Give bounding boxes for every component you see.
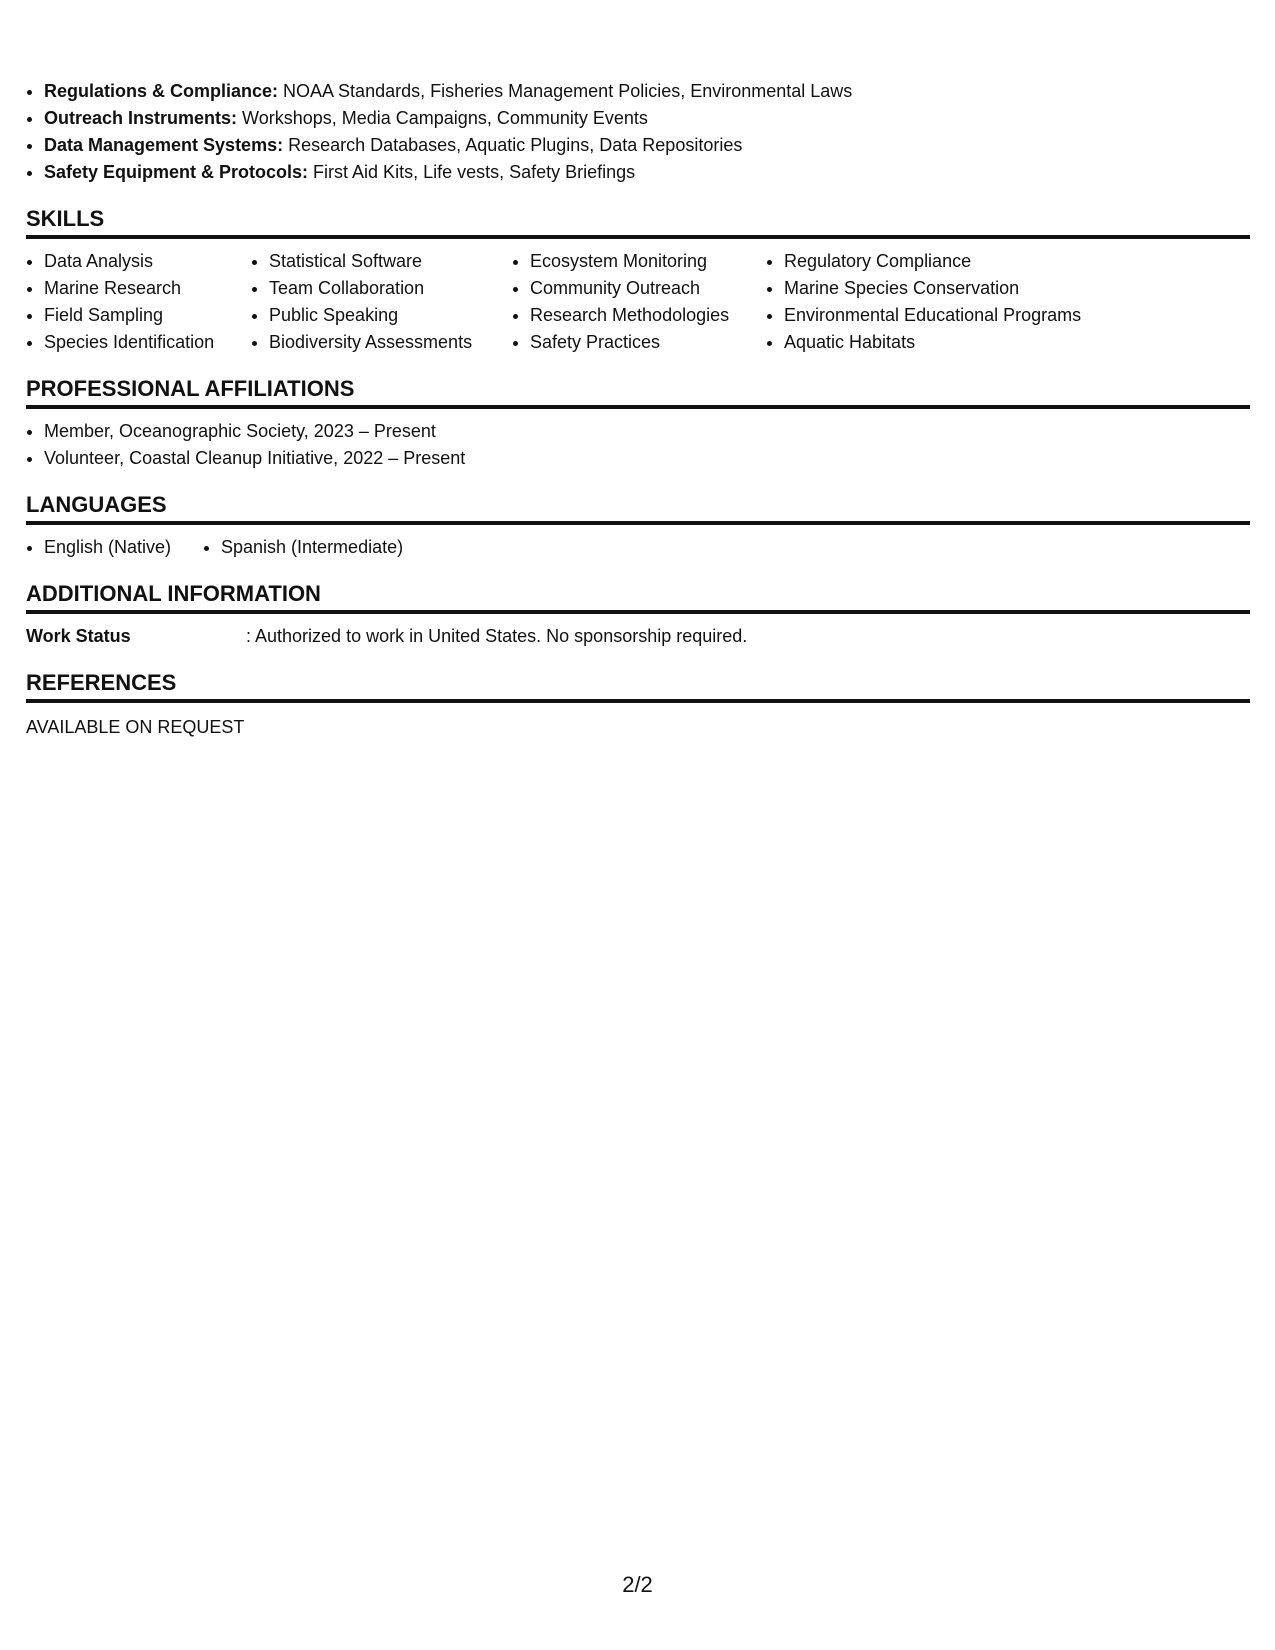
language-item: • Spanish (Intermediate) bbox=[221, 534, 403, 561]
resume-page bbox=[26, 78, 1250, 741]
skill-item: • Biodiversity Assessments bbox=[269, 329, 512, 356]
section-title-skills: SKILLS bbox=[26, 206, 1250, 239]
skill-item: • Community Outreach bbox=[530, 275, 766, 302]
tool-label: Safety Equipment & Protocols: bbox=[44, 162, 309, 182]
list-item bbox=[44, 78, 1250, 105]
tool-text: NOAA Standards, Fisheries Management Policies, Environmental Laws bbox=[278, 81, 853, 101]
work-status-label: Work Status bbox=[26, 626, 131, 646]
list-item bbox=[44, 132, 1250, 159]
affiliations-section bbox=[26, 376, 1250, 472]
additional-info-section bbox=[26, 581, 1250, 650]
list-item bbox=[44, 159, 1250, 186]
affiliation-item: • Volunteer, Coastal Cleanup Initiative, 2022 – Present bbox=[44, 445, 1250, 472]
work-status-row bbox=[26, 623, 1250, 650]
skill-item: • Marine Research bbox=[44, 275, 251, 302]
tool-label: Outreach Instruments: bbox=[44, 108, 238, 128]
skill-item: • Aquatic Habitats bbox=[784, 329, 1124, 356]
references-section bbox=[26, 670, 1250, 741]
section-title-references: REFERENCES bbox=[26, 670, 1250, 703]
skill-item: • Team Collaboration bbox=[269, 275, 512, 302]
skills-column bbox=[26, 248, 251, 356]
list-item bbox=[44, 105, 1250, 132]
skills-column bbox=[512, 248, 766, 356]
language-column bbox=[26, 534, 203, 561]
skills-column bbox=[251, 248, 512, 356]
skill-item: • Safety Practices bbox=[530, 329, 766, 356]
page-number: 2/2 bbox=[622, 1572, 653, 1597]
tool-text: Research Databases, Aquatic Plugins, Data Repositories bbox=[283, 135, 743, 155]
languages-row bbox=[26, 534, 1250, 561]
tool-label: Data Management Systems: bbox=[44, 135, 284, 155]
references-text: AVAILABLE ON REQUEST bbox=[26, 717, 245, 737]
section-title-additional: ADDITIONAL INFORMATION bbox=[26, 581, 1250, 614]
skill-item: • Species Identification bbox=[44, 329, 251, 356]
work-status-value: : Authorized to work in United States. No sponsorship required. bbox=[246, 626, 748, 646]
skill-item: • Statistical Software bbox=[269, 248, 512, 275]
skill-item: • Ecosystem Monitoring bbox=[530, 248, 766, 275]
skill-item: • Marine Species Conservation bbox=[784, 275, 1124, 302]
skills-section bbox=[26, 206, 1250, 356]
affiliations-list bbox=[26, 418, 1250, 472]
tool-label: Regulations & Compliance: bbox=[44, 81, 279, 101]
skill-item: • Data Analysis bbox=[44, 248, 251, 275]
skill-item: • Public Speaking bbox=[269, 302, 512, 329]
language-item: • English (Native) bbox=[44, 534, 203, 561]
tools-list bbox=[26, 78, 1250, 186]
skill-item: • Regulatory Compliance bbox=[784, 248, 1124, 275]
skill-item: • Environmental Educational Programs bbox=[784, 302, 1124, 329]
tool-text: Workshops, Media Campaigns, Community Events bbox=[237, 108, 648, 128]
skills-column bbox=[766, 248, 1124, 356]
tool-text: First Aid Kits, Life vests, Safety Briefings bbox=[308, 162, 636, 182]
language-column bbox=[203, 534, 403, 561]
section-title-languages: LANGUAGES bbox=[26, 492, 1250, 525]
skill-item: • Research Methodologies bbox=[530, 302, 766, 329]
skill-item: • Field Sampling bbox=[44, 302, 251, 329]
languages-section bbox=[26, 492, 1250, 561]
affiliation-item: • Member, Oceanographic Society, 2023 – Present bbox=[44, 418, 1250, 445]
skills-columns bbox=[26, 248, 1250, 356]
section-title-affiliations: PROFESSIONAL AFFILIATIONS bbox=[26, 376, 1250, 409]
